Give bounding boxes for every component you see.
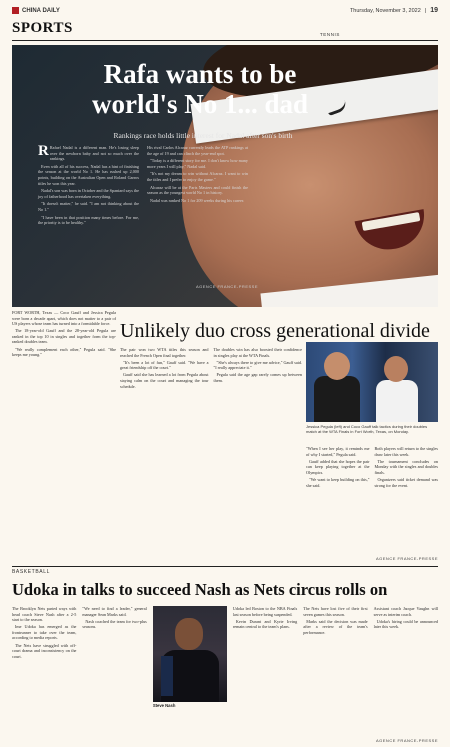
publication-name: CHINA DAILY: [22, 7, 60, 14]
second-paragraph: "We want to keep building on this," she said.: [306, 476, 370, 488]
basketball-paragraph: The Nets have struggled with off-court drama and inconsistency on the court.: [12, 642, 77, 659]
drop-cap: R: [38, 143, 49, 159]
basketball-paragraph: Udoka led Boston to the NBA Finals last season before being suspended.: [232, 606, 298, 617]
second-photo-caption: Jessica Pegula (left) and Coco Gauff talk tactics during their doubles match at the WTA Finals in Fort Worth, Texas, on Monday.: [306, 424, 428, 435]
basketball-col-1: [12, 606, 76, 708]
second-paragraph: Both players will return to the singles draw later this week.: [374, 446, 438, 457]
section-title: SPORTS: [12, 20, 73, 36]
second-headline: Unlikely duo cross generational divide: [120, 320, 430, 342]
lead-paragraph: [38, 145, 139, 162]
second-paragraph: "She's always there to give me advice," Gauff said. "I really appreciate it.": [213, 359, 302, 371]
lead-paragraph: "It doesn't matter," he said. "I am not thinking about the No 1.": [38, 201, 139, 212]
basketball-paragraph: Kevin Durant and Kyrie Irving remain central to the team's plans.: [232, 618, 298, 630]
photo-coach-sleeve: [161, 656, 173, 696]
photo-player-right-head: [384, 356, 408, 382]
second-paragraph: Organizers said ticket demand was strong for the event.: [374, 476, 438, 488]
basketball-paragraph: The Brooklyn Nets parted ways with head coach Steve Nash after a 2-5 start to the season.: [12, 606, 77, 623]
issue-date: Thursday, November 3, 2022: [349, 7, 421, 14]
basketball-col-4: [303, 606, 367, 708]
second-paragraph: "We really complement each other," Pegula said. "She keeps me young.": [12, 346, 116, 358]
basketball-col-2: [82, 606, 146, 708]
basketball-byline: AGENCE FRANCE-PRESSE: [375, 738, 438, 743]
lead-byline: AGENCE FRANCE-PRESSE: [195, 284, 258, 289]
basketball-headline: Udoka in talks to succeed Nash as Nets circus rolls on: [12, 580, 388, 599]
lead-deck: Rankings race holds little interest for Nadal after son's birth: [113, 131, 293, 140]
lead-paragraph: Nadal's son was born in October and the Spaniard says the joy of fatherhood has overtaken everything.: [38, 188, 139, 199]
basketball-category: BASKETBALL: [12, 569, 50, 575]
second-paragraph: The tournament concludes on Monday with the singles and doubles finals.: [374, 458, 438, 475]
page-separator: |: [424, 7, 427, 14]
photo-coach-head: [175, 618, 203, 650]
basketball-divider: [12, 566, 438, 567]
basketball-paragraph: Ime Udoka has emerged as the frontrunner to take over the team, according to media reports.: [12, 624, 77, 641]
section-divider: [12, 40, 438, 41]
lead-body-col-2: [147, 145, 248, 226]
second-story-photo: [306, 342, 438, 422]
lead-paragraph-text: Rafael Nadal is a different man. He's losing sleep over the newborn baby and not so much over the rankings.: [49, 145, 139, 162]
second-story-body: [120, 347, 302, 389]
second-paragraph: FORT WORTH, Texas — Coco Gauff and Jessica Pegula were born a decade apart, which does not matter to a pair of US players whose team has turned into a formidable force.: [12, 310, 116, 327]
basketball-paragraph: Nash coached the team for two-plus seasons.: [82, 618, 147, 630]
lead-paragraph: His rival Carlos Alcaraz currently leads the ATP rankings at the age of 19 and can clinch the year-end spot.: [147, 145, 248, 156]
second-paragraph: "When I see her play, it reminds me of why I started," Pegula said.: [306, 446, 370, 457]
basketball-body: [12, 606, 438, 708]
lead-paragraph: "I have been in that position many times before. For me, the priority is to be healthy.": [38, 214, 139, 226]
photo-player-right-body: [376, 380, 418, 422]
second-story-col-4: [306, 446, 370, 488]
lead-paragraph: Even with all of his success, Nadal has a hint of finishing the season at the world No 1. He has rushed up 2,000 points, building on the Australian Open and Roland Garros titles he won this year.: [38, 163, 139, 186]
basketball-paragraph: "We need to find a leader," general manager Sean Marks said.: [82, 606, 147, 617]
second-story-col-1: [12, 310, 116, 358]
masthead-meta: [350, 7, 438, 14]
second-paragraph: Gauff added that she hopes the pair can keep playing together at the Olympics.: [306, 458, 370, 475]
second-paragraph: Pegula said the age gap rarely comes up between them.: [213, 372, 302, 383]
masthead: [12, 6, 438, 18]
basketball-paragraph: Marks said the decision was made after a review of the team's performance.: [303, 618, 368, 635]
lead-body-col-1: [38, 145, 139, 226]
lead-paragraph: "Today is a different story for me. I don't know how many more years I will play," Nadal said.: [147, 158, 248, 169]
second-paragraph: The pair won two WTA titles this season and reached the French Open final together.: [120, 347, 209, 358]
second-story-col-2: [120, 347, 209, 389]
photo-player-left-head: [324, 352, 350, 380]
basketball-col-3: [233, 606, 297, 708]
second-story-col-5: [375, 446, 439, 488]
photo-player-left-body: [314, 376, 360, 422]
second-paragraph: Gauff said she has learned a lot from Pegula about staying calm on the court and managing the tour schedule.: [120, 372, 209, 389]
second-story-col-3: [214, 347, 303, 389]
basketball-paragraph: Udoka's hiring could be announced later this week.: [373, 618, 439, 630]
lead-headline: Rafa wants to be world's No 1... dad: [91, 59, 309, 119]
second-story-right: [306, 446, 438, 488]
lead-story: [12, 45, 438, 307]
basketball-photo-caption: Steve Nash: [152, 703, 176, 708]
basketball-paragraph: The Nets have lost five of their first seven games this season.: [303, 606, 368, 617]
basketball-photo: [153, 606, 227, 702]
logo-mark-icon: [12, 7, 19, 14]
second-byline: AGENCE FRANCE-PRESSE: [375, 556, 438, 561]
publication-logo: [12, 7, 60, 14]
basketball-paragraph: Assistant coach Jacque Vaughn will serve as interim coach.: [373, 606, 439, 617]
basketball-col-5: [374, 606, 438, 708]
page-number: 19: [430, 7, 438, 14]
second-paragraph: The doubles win has also boosted their confidence in singles play at the WTA Finals.: [213, 347, 302, 358]
lead-paragraph: Alcaraz will be at the Paris Masters and could finish the season as the youngest world No 1 in history.: [147, 184, 248, 196]
lead-paragraph: "It's not my dream to win without Alcaraz. I want to win the titles and I prefer to enjoy the game.": [147, 171, 248, 182]
second-paragraph: The 18-year-old Gauff and the 28-year-old Pegula are ranked in the top 10 in singles and together form the top-ranked doubles team.: [12, 328, 116, 345]
basketball-photo-column: [153, 606, 227, 708]
second-paragraph: "It's been a lot of fun," Gauff said. "We have a great friendship off the court.": [120, 359, 209, 371]
lead-category: TENNIS: [319, 32, 340, 37]
lead-body: [38, 145, 248, 226]
lead-paragraph: Nadal was ranked No 1 for 209 weeks during his career.: [150, 197, 245, 203]
